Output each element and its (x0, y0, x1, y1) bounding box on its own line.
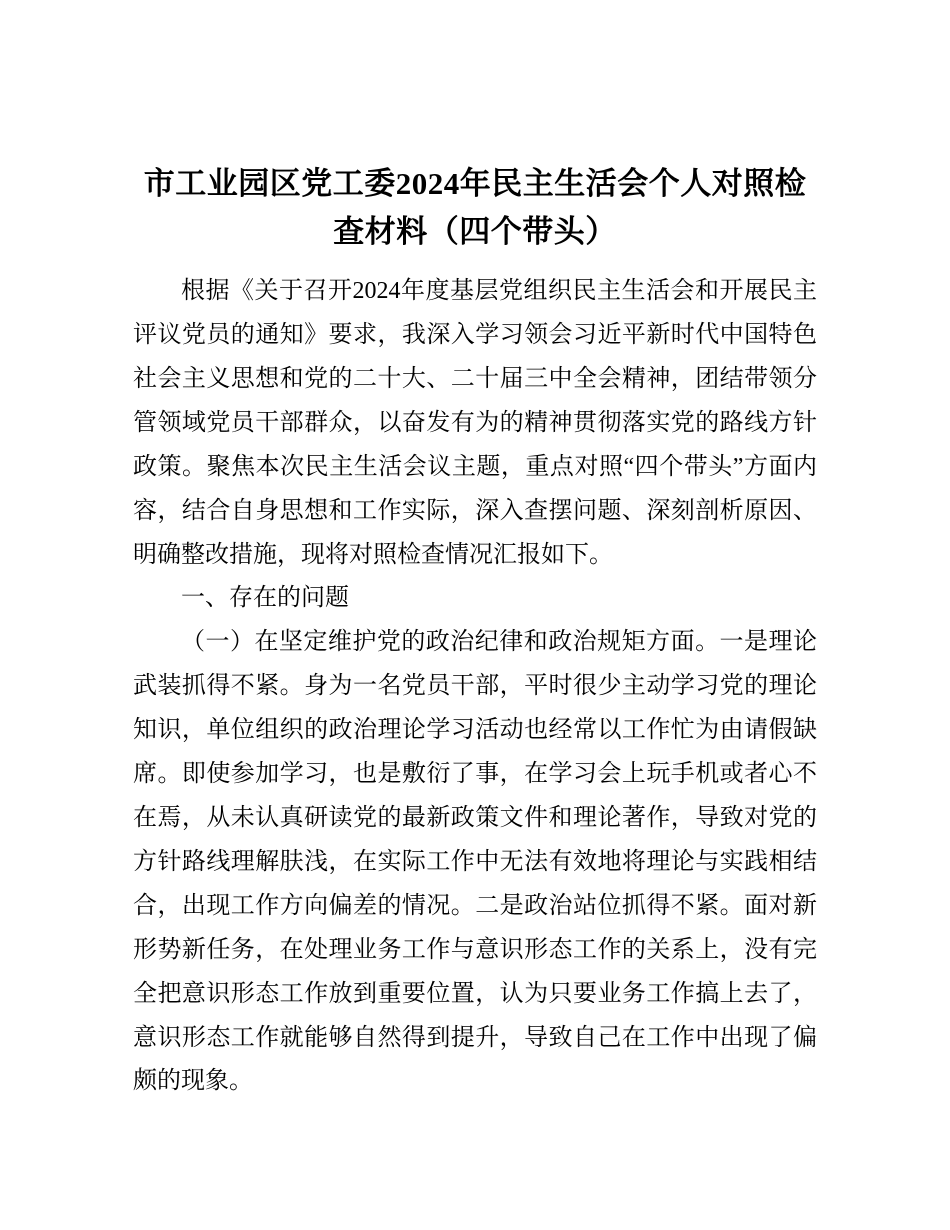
document-title: 市工业园区党工委2024年民主生活会个人对照检查材料（四个带头） (143, 166, 807, 250)
paragraph-intro: 根据《关于召开2024年度基层党组织民主生活会和开展民主评议党员的通知》要求，我深入学习领会习近平新时代中国特色社会主义思想和党的二十大、二十届三中全会精神，团结带领分管领域党员干部群众，以奋发有为的精神贯彻落实党的路线方针政策。聚焦本次民主生活会议主题，重点对照“四个带头”方面内容，结合自身思想和工作实际，深入查摆问题、深刻剖析原因、明确整改措施，现将对照检查情况汇报如下。 (133, 278, 817, 568)
section-heading-problems: 一、存在的问题 (181, 585, 349, 612)
paragraph-problem-detail: （一）在坚定维护党的政治纪律和政治规矩方面。一是理论武装抓得不紧。身为一名党员干部，平时很少主动学习党的理论知识，单位组织的政治理论学习活动也经常以工作忙为由请假缺席。即使参加学习，也是敷衍了事，在学习会上玩手机或者心不在焉，从未认真研读党的最新政策文件和理论著作，导致对党的方针路线理解肤浅，在实际工作中无法有效地将理论与实践相结合，出现工作方向偏差的情况。二是政治站位抓得不紧。面对新形势新任务，在处理业务工作与意识形态工作的关系上，没有完全把意识形态工作放到重要位置，认为只要业务工作搞上去了，意识形态工作就能够自然得到提升，导致自己在工作中出现了偏颇的现象。 (133, 629, 817, 1095)
